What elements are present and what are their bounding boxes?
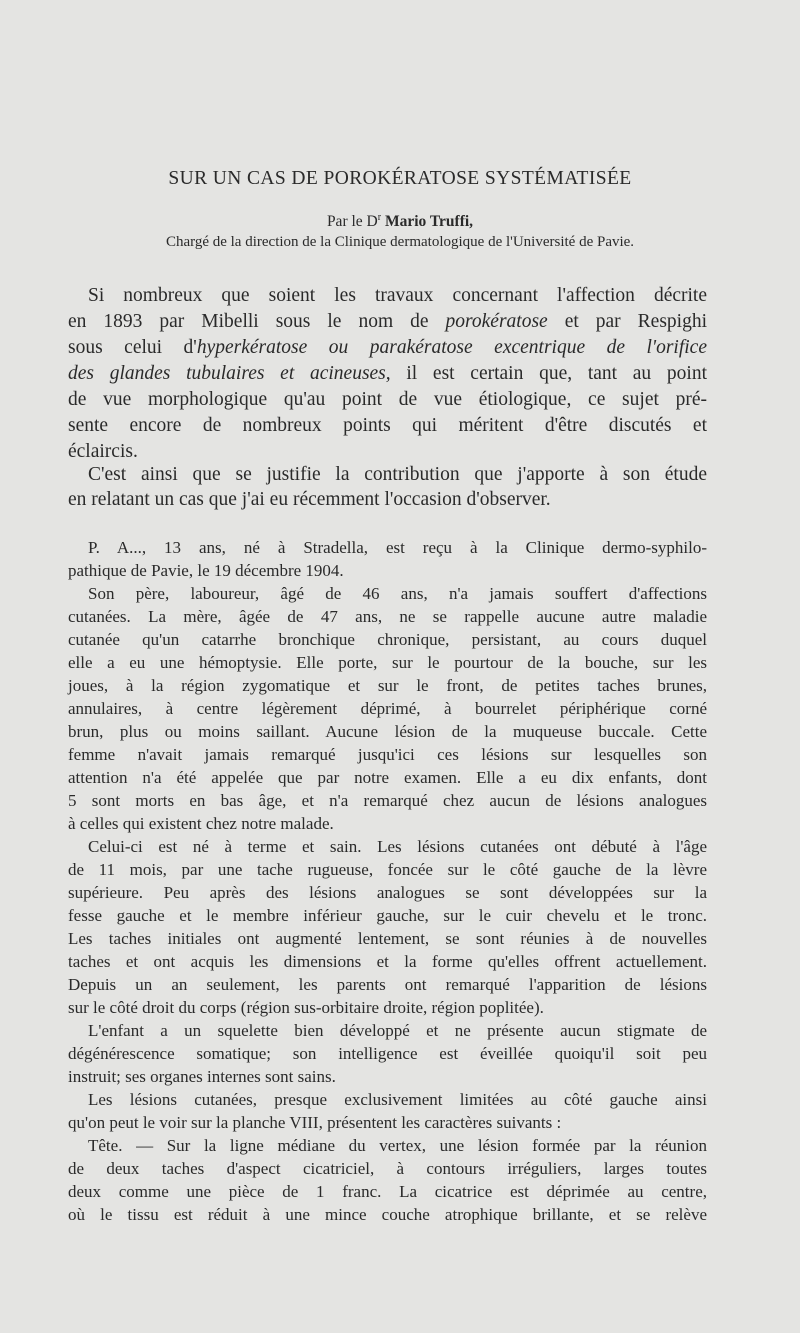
text-line: Si nombreux que soient les travaux concernant l'affection décrite — [88, 285, 707, 306]
text-line: instruit; ses organes internes sont sains. — [68, 1067, 336, 1086]
text-line: C'est ainsi que se justifie la contribution que j'apporte à son étude — [88, 464, 707, 485]
text-segment-italic: des glandes tubulaires et acineuses, — [68, 363, 391, 384]
text-line: de 11 mois, par une tache rugueuse, foncée sur le côté gauche de la lèvre — [68, 860, 707, 879]
byline-sup: r — [377, 212, 382, 223]
text-line — [68, 311, 707, 333]
author-byline — [0, 212, 800, 231]
text-line: deux comme une pièce de 1 franc. La cicatrice est déprimée au centre, — [68, 1182, 707, 1201]
text-line: où le tissu est réduit à une mince couche atrophique brillante, et se relève — [68, 1205, 707, 1224]
text-line: en relatant un cas que j'ai eu récemment l'occasion d'observer. — [68, 489, 551, 510]
text-segment: et par Respighi — [547, 311, 707, 332]
text-line: femme n'avait jamais remarqué jusqu'ici ces lésions sur lesquelles son — [68, 745, 707, 764]
text-line: joues, à la région zygomatique et sur le front, de petites taches brunes, — [68, 676, 707, 695]
text-line: fesse gauche et le membre inférieur gauche, sur le cuir chevelu et le tronc. — [68, 906, 707, 925]
text-line: Depuis un an seulement, les parents ont remarqué l'apparition de lésions — [68, 975, 707, 994]
text-line: L'enfant a un squelette bien développé et ne présente aucun stigmate de — [88, 1021, 707, 1040]
text-line: cutanée qu'un catarrhe bronchique chronique, persistant, au cours duquel — [68, 630, 707, 649]
text-line: brun, plus ou moins saillant. Aucune lésion de la muqueuse buccale. Cette — [68, 722, 707, 741]
text-line — [68, 337, 707, 359]
text-line: qu'on peut le voir sur la planche VIII, présentent les caractères suivants : — [68, 1113, 562, 1132]
text-line: attention n'a été appelée que par notre examen. Elle a eu dix enfants, dont — [68, 768, 707, 787]
text-line — [68, 363, 707, 385]
text-line: Son père, laboureur, âgé de 46 ans, n'a jamais souffert d'affections — [88, 584, 707, 603]
author-affiliation: Chargé de la direction de la Clinique dermatologique de l'Université de Pavie. — [165, 234, 635, 250]
text-line: Celui-ci est né à terme et sain. Les lésions cutanées ont débuté à l'âge — [88, 837, 707, 856]
text-line: P. A..., 13 ans, né à Stradella, est reçu à la Clinique dermo-syphilo- — [88, 538, 707, 557]
text-line: cutanées. La mère, âgée de 47 ans, ne se rappelle aucune autre maladie — [68, 607, 707, 626]
text-line: dégénérescence somatique; son intelligence est éveillée quoiqu'il soit peu — [68, 1044, 707, 1063]
text-line: Les taches initiales ont augmenté lentement, se sont réunies à de nouvelles — [68, 929, 707, 948]
text-line: de deux taches d'aspect cicatriciel, à contours irréguliers, larges toutes — [68, 1159, 707, 1178]
byline-prefix: Par le D — [326, 213, 378, 231]
author-name: Mario Truffi, — [384, 213, 474, 231]
text-line: éclaircis. — [68, 441, 138, 462]
text-line: à celles qui existent chez notre malade. — [68, 814, 334, 833]
article-title: SUR UN CAS DE POROKÉRATOSE SYSTÉMATISÉE — [168, 168, 632, 189]
text-line: taches et ont acquis les dimensions et la forme qu'elles offrent actuellement. — [68, 952, 707, 971]
text-line: 5 sont morts en bas âge, et n'a remarqué chez aucun de lésions analogues — [68, 791, 707, 810]
text-line: elle a eu une hémoptysie. Elle porte, sur le pourtour de la bouche, sur les — [68, 653, 707, 672]
text-segment-italic: hyperkératose ou parakératose excentrique de l'orifice — [196, 337, 707, 358]
text-line: Les lésions cutanées, presque exclusivement limitées au côté gauche ainsi — [88, 1090, 707, 1109]
text-line: sente encore de nombreux points qui méritent d'être discutés et — [68, 415, 707, 436]
text-line: sur le côté droit du corps (région sus-orbitaire droite, région poplitée). — [68, 998, 544, 1017]
text-segment: il est certain que, tant au point — [390, 363, 707, 384]
text-line: annulaires, à centre légèrement déprimé, à bourrelet périphérique corné — [68, 699, 707, 718]
text-segment-italic: porokératose — [445, 311, 548, 332]
text-line: Tête. — Sur la ligne médiane du vertex, une lésion formée par la réunion — [88, 1136, 707, 1155]
text-segment: en 1893 par Mibelli sous le nom de — [68, 311, 446, 332]
text-line: de vue morphologique qu'au point de vue étiologique, ce sujet pré- — [68, 389, 707, 410]
text-segment: sous celui d' — [68, 337, 197, 358]
text-line: supérieure. Peu après des lésions analogues se sont développées sur la — [68, 883, 707, 902]
text-line: pathique de Pavie, le 19 décembre 1904. — [68, 561, 344, 580]
